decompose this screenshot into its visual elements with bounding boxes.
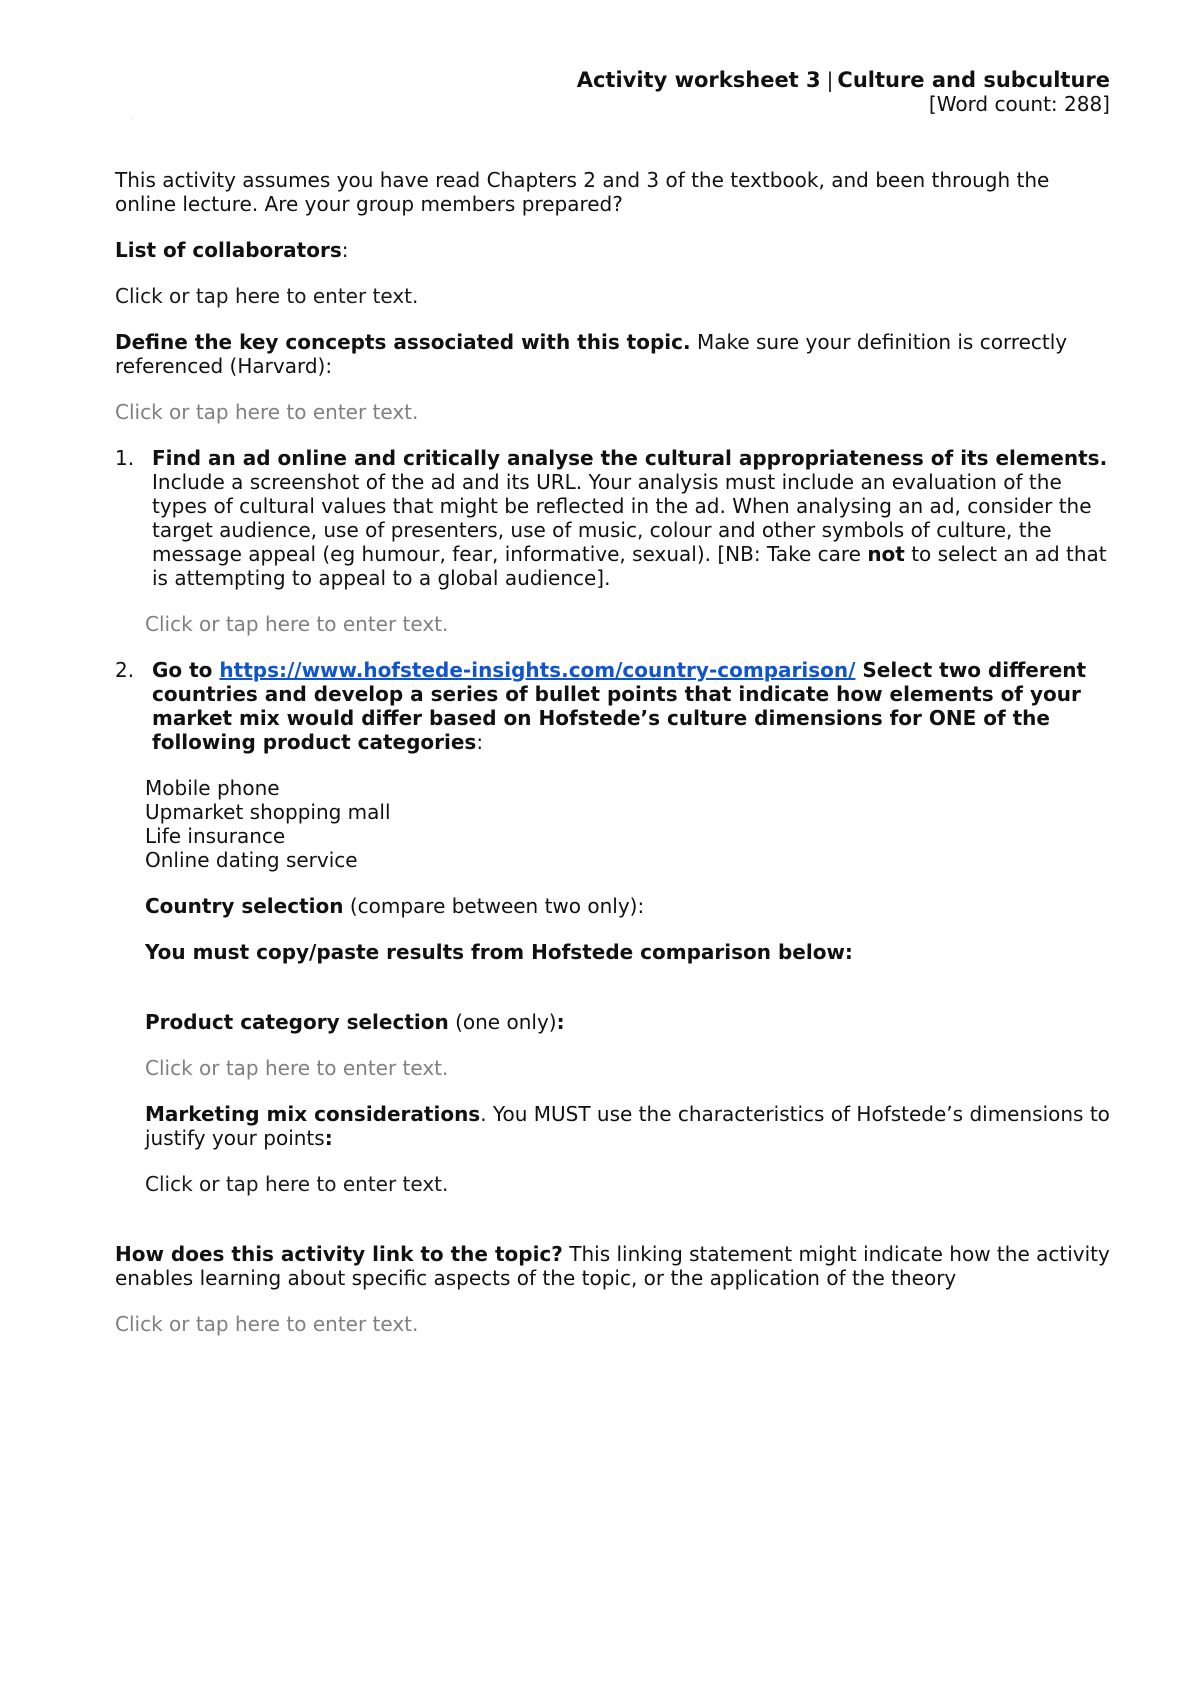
header-title-part1: Activity worksheet 3 [576, 68, 821, 92]
hofstede-link[interactable]: https://www.hofstede-insights.com/country-comparison/ [219, 658, 856, 682]
list-item: Mobile phone [145, 776, 280, 800]
collaborators-label: List of collaborators [115, 238, 342, 262]
key-concepts-bold: Define the key concepts associated with this topic. [115, 330, 691, 354]
question-2-bold: Select two different countries and develop a series of bullet points that indicate how elements of your market mix would differ based on Hofstede’s culture dimensions for ONE of the following product categories [152, 658, 1087, 754]
product-category-list [115, 776, 1110, 872]
intro-paragraph: This activity assumes you have read Chapters 2 and 3 of the textbook, and been through the online lecture. Are your group members prepared? [115, 168, 1050, 216]
product-selection-heading [115, 1010, 1110, 1034]
question-1-text [152, 446, 1110, 590]
link-topic-bold: How does this activity link to the topic? [115, 1242, 563, 1266]
product-selection-colon: : [556, 1010, 565, 1034]
list-item: Upmarket shopping mall [145, 800, 391, 824]
link-topic-text: This linking statement might indicate how the activity enables learning about specific aspects of the topic, or the application of the theory [115, 1242, 1110, 1290]
collaborators-field[interactable]: Click or tap here to enter text. [115, 284, 419, 308]
question-2-text [152, 658, 1110, 754]
collaborators-colon: : [341, 238, 349, 262]
country-selection-heading [115, 894, 1110, 918]
product-selection-label: Product category selection [145, 1010, 449, 1034]
marketing-mix-heading [115, 1102, 1110, 1150]
product-selection-text: (one only) [448, 1010, 557, 1034]
link-topic-field[interactable]: Click or tap here to enter text. [115, 1312, 419, 1336]
product-selection-field[interactable]: Click or tap here to enter text. [145, 1056, 449, 1080]
key-concepts-heading [115, 330, 1110, 378]
header-title-part2: Culture and subculture [837, 68, 1110, 92]
document-header [115, 68, 1110, 116]
collaborators-heading [115, 238, 1110, 262]
marketing-mix-field[interactable]: Click or tap here to enter text. [145, 1172, 449, 1196]
country-selection-label: Country selection [145, 894, 344, 918]
copy-paste-text: You must copy/paste results from Hofstede comparison below: [145, 940, 853, 964]
word-count: [Word count: 288] [928, 92, 1110, 116]
list-item: Online dating service [145, 848, 358, 872]
question-2 [115, 658, 1110, 754]
copy-paste-instruction [115, 940, 1110, 964]
question-1-number: 1. [115, 446, 135, 470]
question-1-bold: Find an ad online and critically analyse the cultural appropriateness of its elements. [152, 446, 1108, 470]
marketing-mix-text: . You MUST use the characteristics of Hofstede’s dimensions to justify your points [145, 1102, 1110, 1150]
question-1-body-end: to select an ad that is attempting to appeal to a global audience]. [152, 542, 1107, 590]
question-1-body: Include a screenshot of the ad and its URL. Your analysis must include an evaluation of the types of cultural values that might be reflected in the ad. When analysing an ad, consider the target audience, use of presenters, use of music, colour and other symbols of culture, the message appeal (eg humour, fear, informative, sexual). [NB: Take care [152, 470, 1092, 566]
stray-mark: . [130, 111, 134, 122]
marketing-mix-colon: : [324, 1126, 333, 1150]
question-2-goto: Go to [152, 658, 220, 682]
question-2-colon: : [476, 730, 484, 754]
header-separator: | [826, 68, 834, 92]
country-selection-text: (compare between two only): [343, 894, 645, 918]
document-page [115, 68, 1110, 1336]
question-1-not: not [867, 542, 905, 566]
key-concepts-field[interactable]: Click or tap here to enter text. [115, 400, 419, 424]
question-1-field[interactable]: Click or tap here to enter text. [145, 612, 449, 636]
question-1 [115, 446, 1110, 590]
header-title [115, 68, 1110, 92]
key-concepts-text: Make sure your definition is correctly referenced (Harvard): [115, 330, 1068, 378]
question-2-number: 2. [115, 658, 135, 682]
marketing-mix-label: Marketing mix considerations [145, 1102, 481, 1126]
link-topic-heading [115, 1242, 1110, 1290]
list-item: Life insurance [145, 824, 286, 848]
